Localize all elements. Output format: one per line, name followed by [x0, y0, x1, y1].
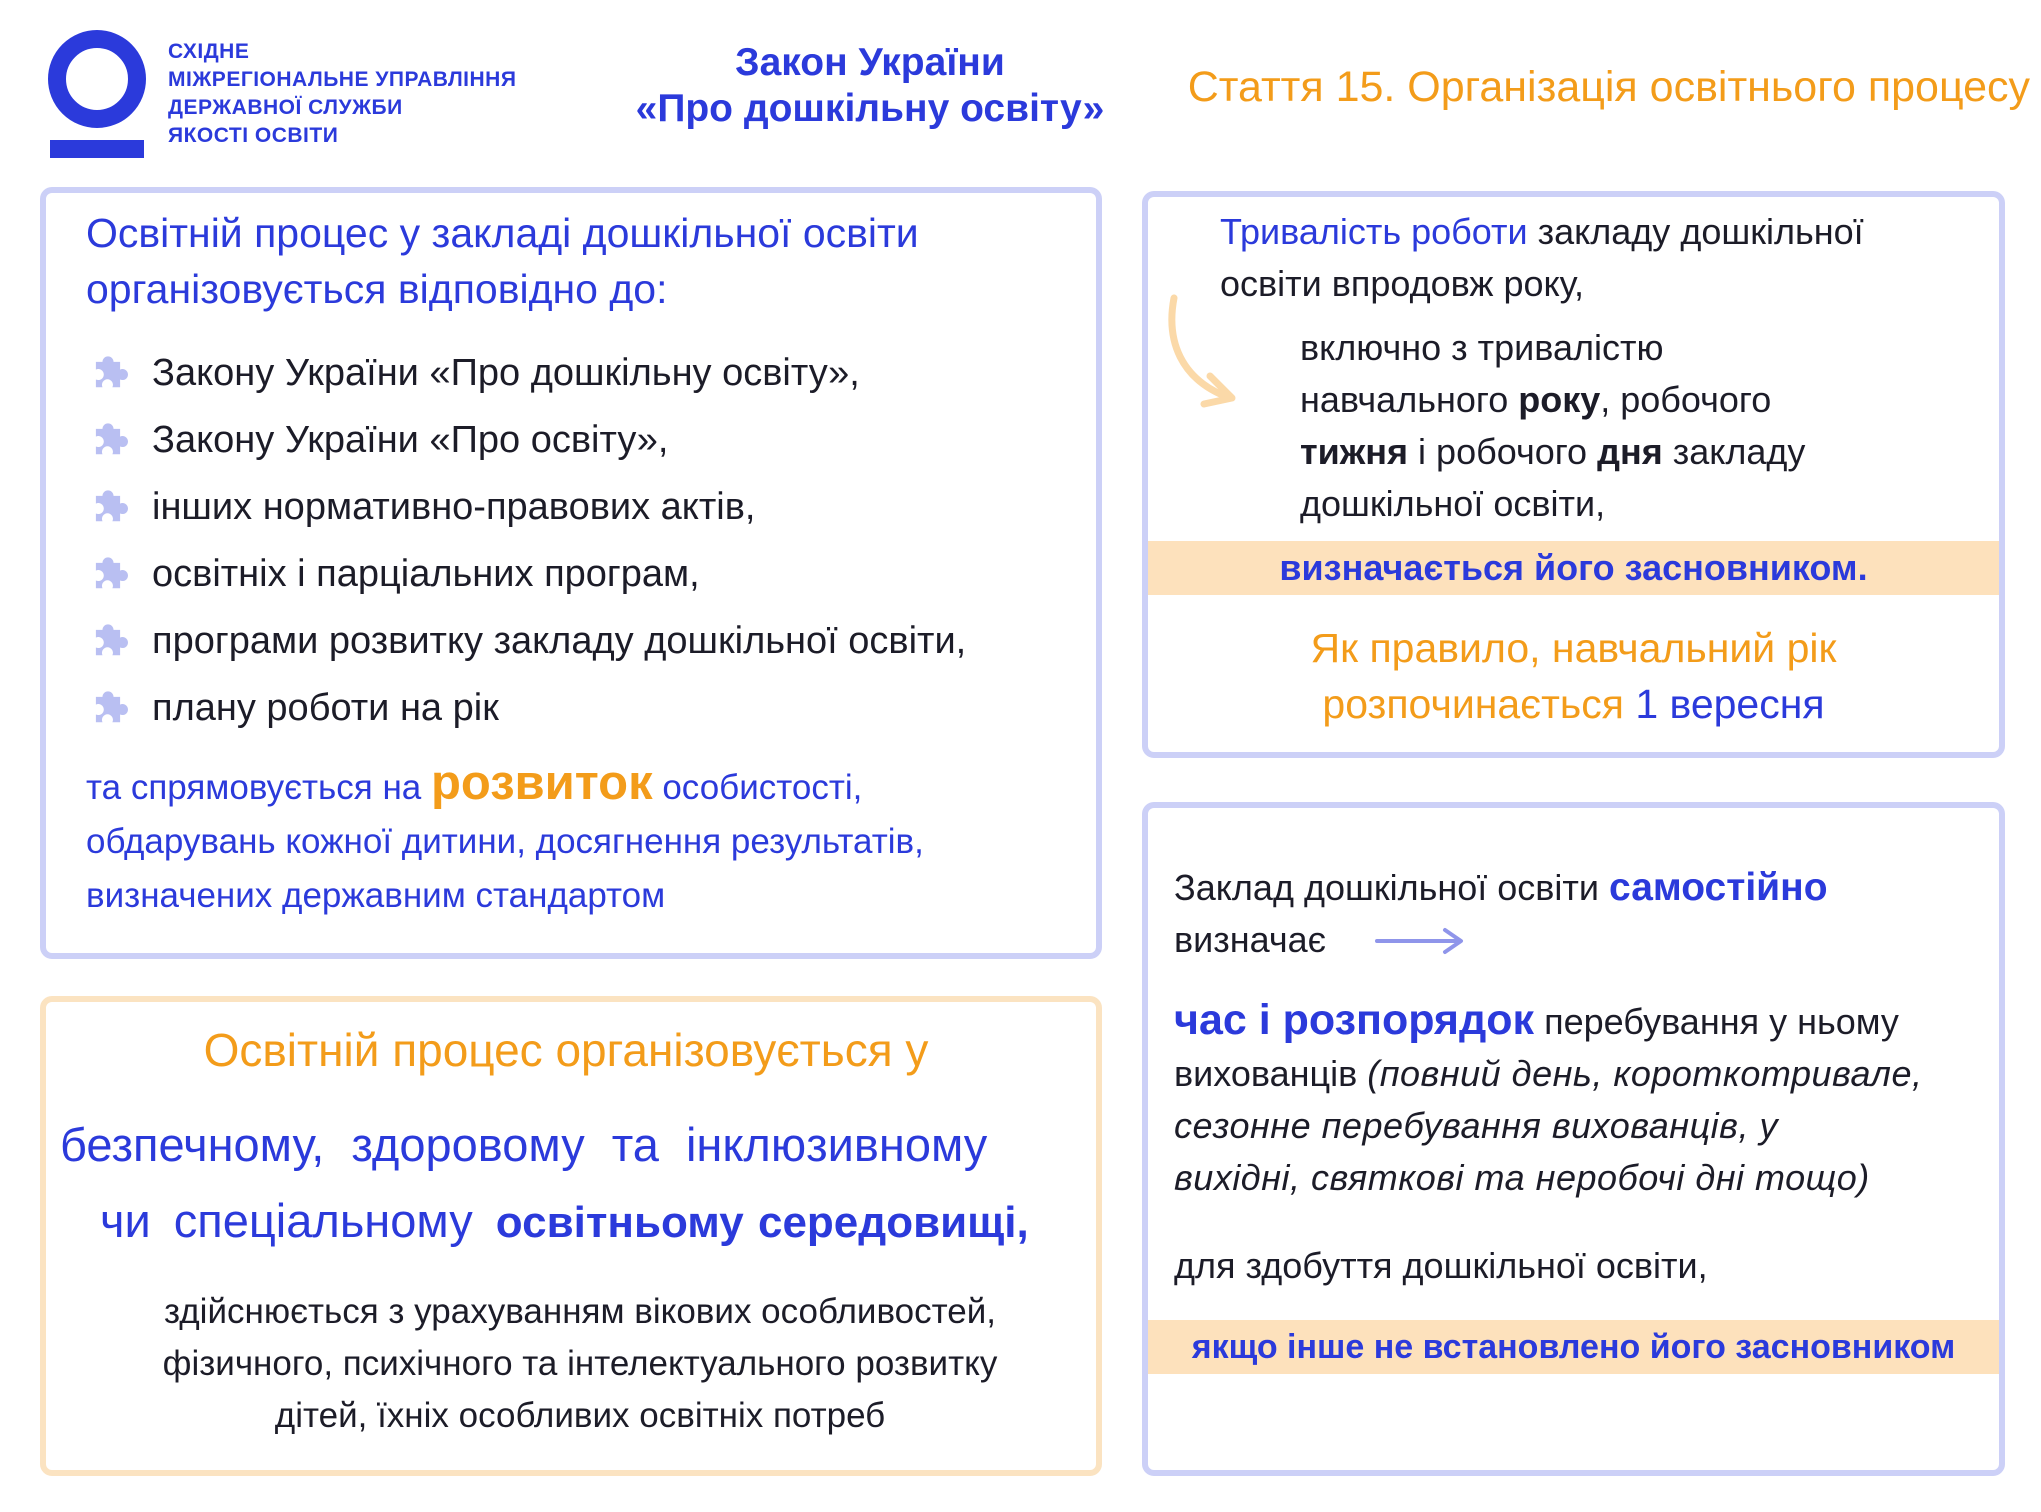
organization-name [168, 38, 516, 150]
puzzle-piece-icon [86, 553, 130, 597]
exception-band-text: якщо інше не встановлено його засновником [1191, 1328, 1956, 1366]
duration-detail-line3 [1300, 426, 1980, 478]
duration-day: дня [1597, 431, 1663, 472]
schedule-intro-line1 [1174, 862, 1974, 914]
duration-week: тижня [1300, 431, 1409, 472]
logo-ring-icon [48, 30, 146, 128]
schedule-detail-line4 [1174, 1152, 1994, 1204]
basis-purpose [86, 756, 1086, 923]
curved-arrow-icon [1160, 290, 1250, 410]
schedule-detail-highlight: час і розпорядок [1174, 996, 1535, 1044]
puzzle-piece-icon [86, 687, 130, 731]
basis-heading-line2: організовується відповідно до: [86, 266, 668, 312]
schedule-detail-line3 [1174, 1100, 1994, 1152]
list-item-label: Закону України «Про дошкільну освіту», [152, 352, 860, 394]
schedule-highlight: самостійно [1609, 866, 1828, 909]
schedule-pre: Заклад дошкільної освіти [1174, 867, 1610, 908]
schedule-detail-line1 [1174, 994, 1994, 1048]
schedule-detail-italic-2: сезонне перебування вихованців, у [1174, 1105, 1778, 1146]
duration-highlight: Тривалість роботи [1220, 211, 1528, 252]
environment-plain: чи спеціальному [100, 1194, 496, 1247]
duration-detail-line4: дошкільної освіти, [1300, 483, 1606, 524]
puzzle-piece-icon [86, 486, 130, 530]
environment-types: безпечному, здоровому та інклюзивному [60, 1118, 988, 1171]
environment-types-2 [100, 1192, 1090, 1252]
law-title-line2: «Про дошкільну освіту» [635, 87, 1105, 130]
duration-intro-line2: освіти впродовж року, [1220, 263, 1585, 304]
list-item-label: програми розвитку закладу дошкільної освіти, [152, 620, 967, 662]
list-item-label: інших нормативно-правових актів, [152, 486, 756, 528]
founder-band-text: визначається його засновником. [1279, 547, 1868, 588]
environment-bold: освітньому середовищі, [495, 1198, 1029, 1247]
duration-detail [1300, 322, 1980, 530]
schedule-detail-rest: перебування у ньому [1534, 1001, 1899, 1042]
schedule-purpose: для здобуття дошкільної освіти, [1174, 1245, 1708, 1286]
duration-year: року [1518, 379, 1601, 420]
duration-detail-line2 [1300, 374, 1980, 426]
list-item [86, 541, 1086, 608]
list-item [86, 340, 1086, 407]
school-year-pre: розпочинається [1322, 681, 1636, 727]
purpose-line2: обдарувань кожної дитини, досягнення результатів, [86, 822, 924, 861]
schedule-detail-line2 [1174, 1048, 1994, 1100]
environment-body-line1: здійснюється з урахуванням вікових особливостей, [163, 1292, 996, 1331]
list-item [86, 407, 1086, 474]
basis-list [86, 340, 1086, 742]
environment-heading: Освітній процес організовується у [203, 1024, 929, 1076]
duration-detail-c: , робочого [1600, 379, 1772, 420]
duration-intro [1220, 206, 2000, 310]
list-item [86, 474, 1086, 541]
school-year-note [1148, 620, 1999, 732]
basis-heading-line1: Освітній процес у закладі дошкільної освіти [86, 210, 919, 256]
purpose-line3: визначених державним стандартом [86, 876, 666, 915]
list-item-label: освітніх і парціальних програм, [152, 553, 700, 595]
environment-body-line2: фізичного, психічного та інтелектуального розвитку [162, 1344, 998, 1383]
article-title: Стаття 15. Організація освітнього процесу [1187, 63, 2030, 111]
schedule-intro-line2: визначає [1174, 919, 1326, 960]
law-title-line1: Закон України [735, 41, 1005, 84]
schedule-detail-italic: (повний день, короткотривале, [1367, 1053, 1923, 1094]
duration-intro-line1 [1220, 206, 2000, 258]
logo-bar [50, 140, 144, 158]
duration-rest: закладу дошкільної [1527, 211, 1864, 252]
schedule-intro [1174, 862, 1974, 966]
org-line: ЯКОСТІ ОСВІТИ [168, 124, 339, 147]
org-line: СХІДНЕ [168, 40, 250, 63]
environment-body [80, 1286, 1080, 1442]
puzzle-piece-icon [86, 620, 130, 664]
schedule-detail-italic-3: вихідні, святкові та неробочі дні тощо) [1174, 1157, 1870, 1198]
purpose-accent: розвиток [430, 756, 653, 810]
environment-body-line3: дітей, їхніх особливих освітніх потреб [274, 1396, 886, 1435]
list-item [86, 608, 1086, 675]
schedule-detail [1174, 994, 1994, 1204]
right-arrow-icon [1375, 926, 1465, 956]
org-line: МІЖРЕГІОНАЛЬНЕ УПРАВЛІННЯ [168, 68, 517, 91]
list-item [86, 675, 1086, 742]
school-year-note-line1: Як правило, навчальний рік [1310, 625, 1837, 671]
org-line: ДЕРЖАВНОЇ СЛУЖБИ [168, 96, 403, 119]
duration-detail-line1: включно з тривалістю [1300, 327, 1664, 368]
duration-detail-e: і робочого [1408, 431, 1598, 472]
puzzle-piece-icon [86, 419, 130, 463]
schedule-detail-plain: вихованців [1174, 1053, 1368, 1094]
duration-detail-a: навчального [1300, 379, 1519, 420]
school-year-date: 1 вересня [1635, 681, 1825, 727]
list-item-label: плану роботи на рік [152, 687, 499, 729]
duration-detail-g: закладу [1662, 431, 1806, 472]
purpose-post: особистості, [652, 768, 863, 807]
purpose-line1 [86, 756, 1086, 815]
school-year-note-line2 [1148, 676, 1999, 732]
purpose-pre: та спрямовується на [86, 768, 431, 807]
logo [48, 30, 146, 156]
puzzle-piece-icon [86, 352, 130, 396]
law-title [560, 40, 1180, 132]
list-item-label: Закону України «Про освіту», [152, 419, 669, 461]
basis-heading [86, 205, 1066, 317]
